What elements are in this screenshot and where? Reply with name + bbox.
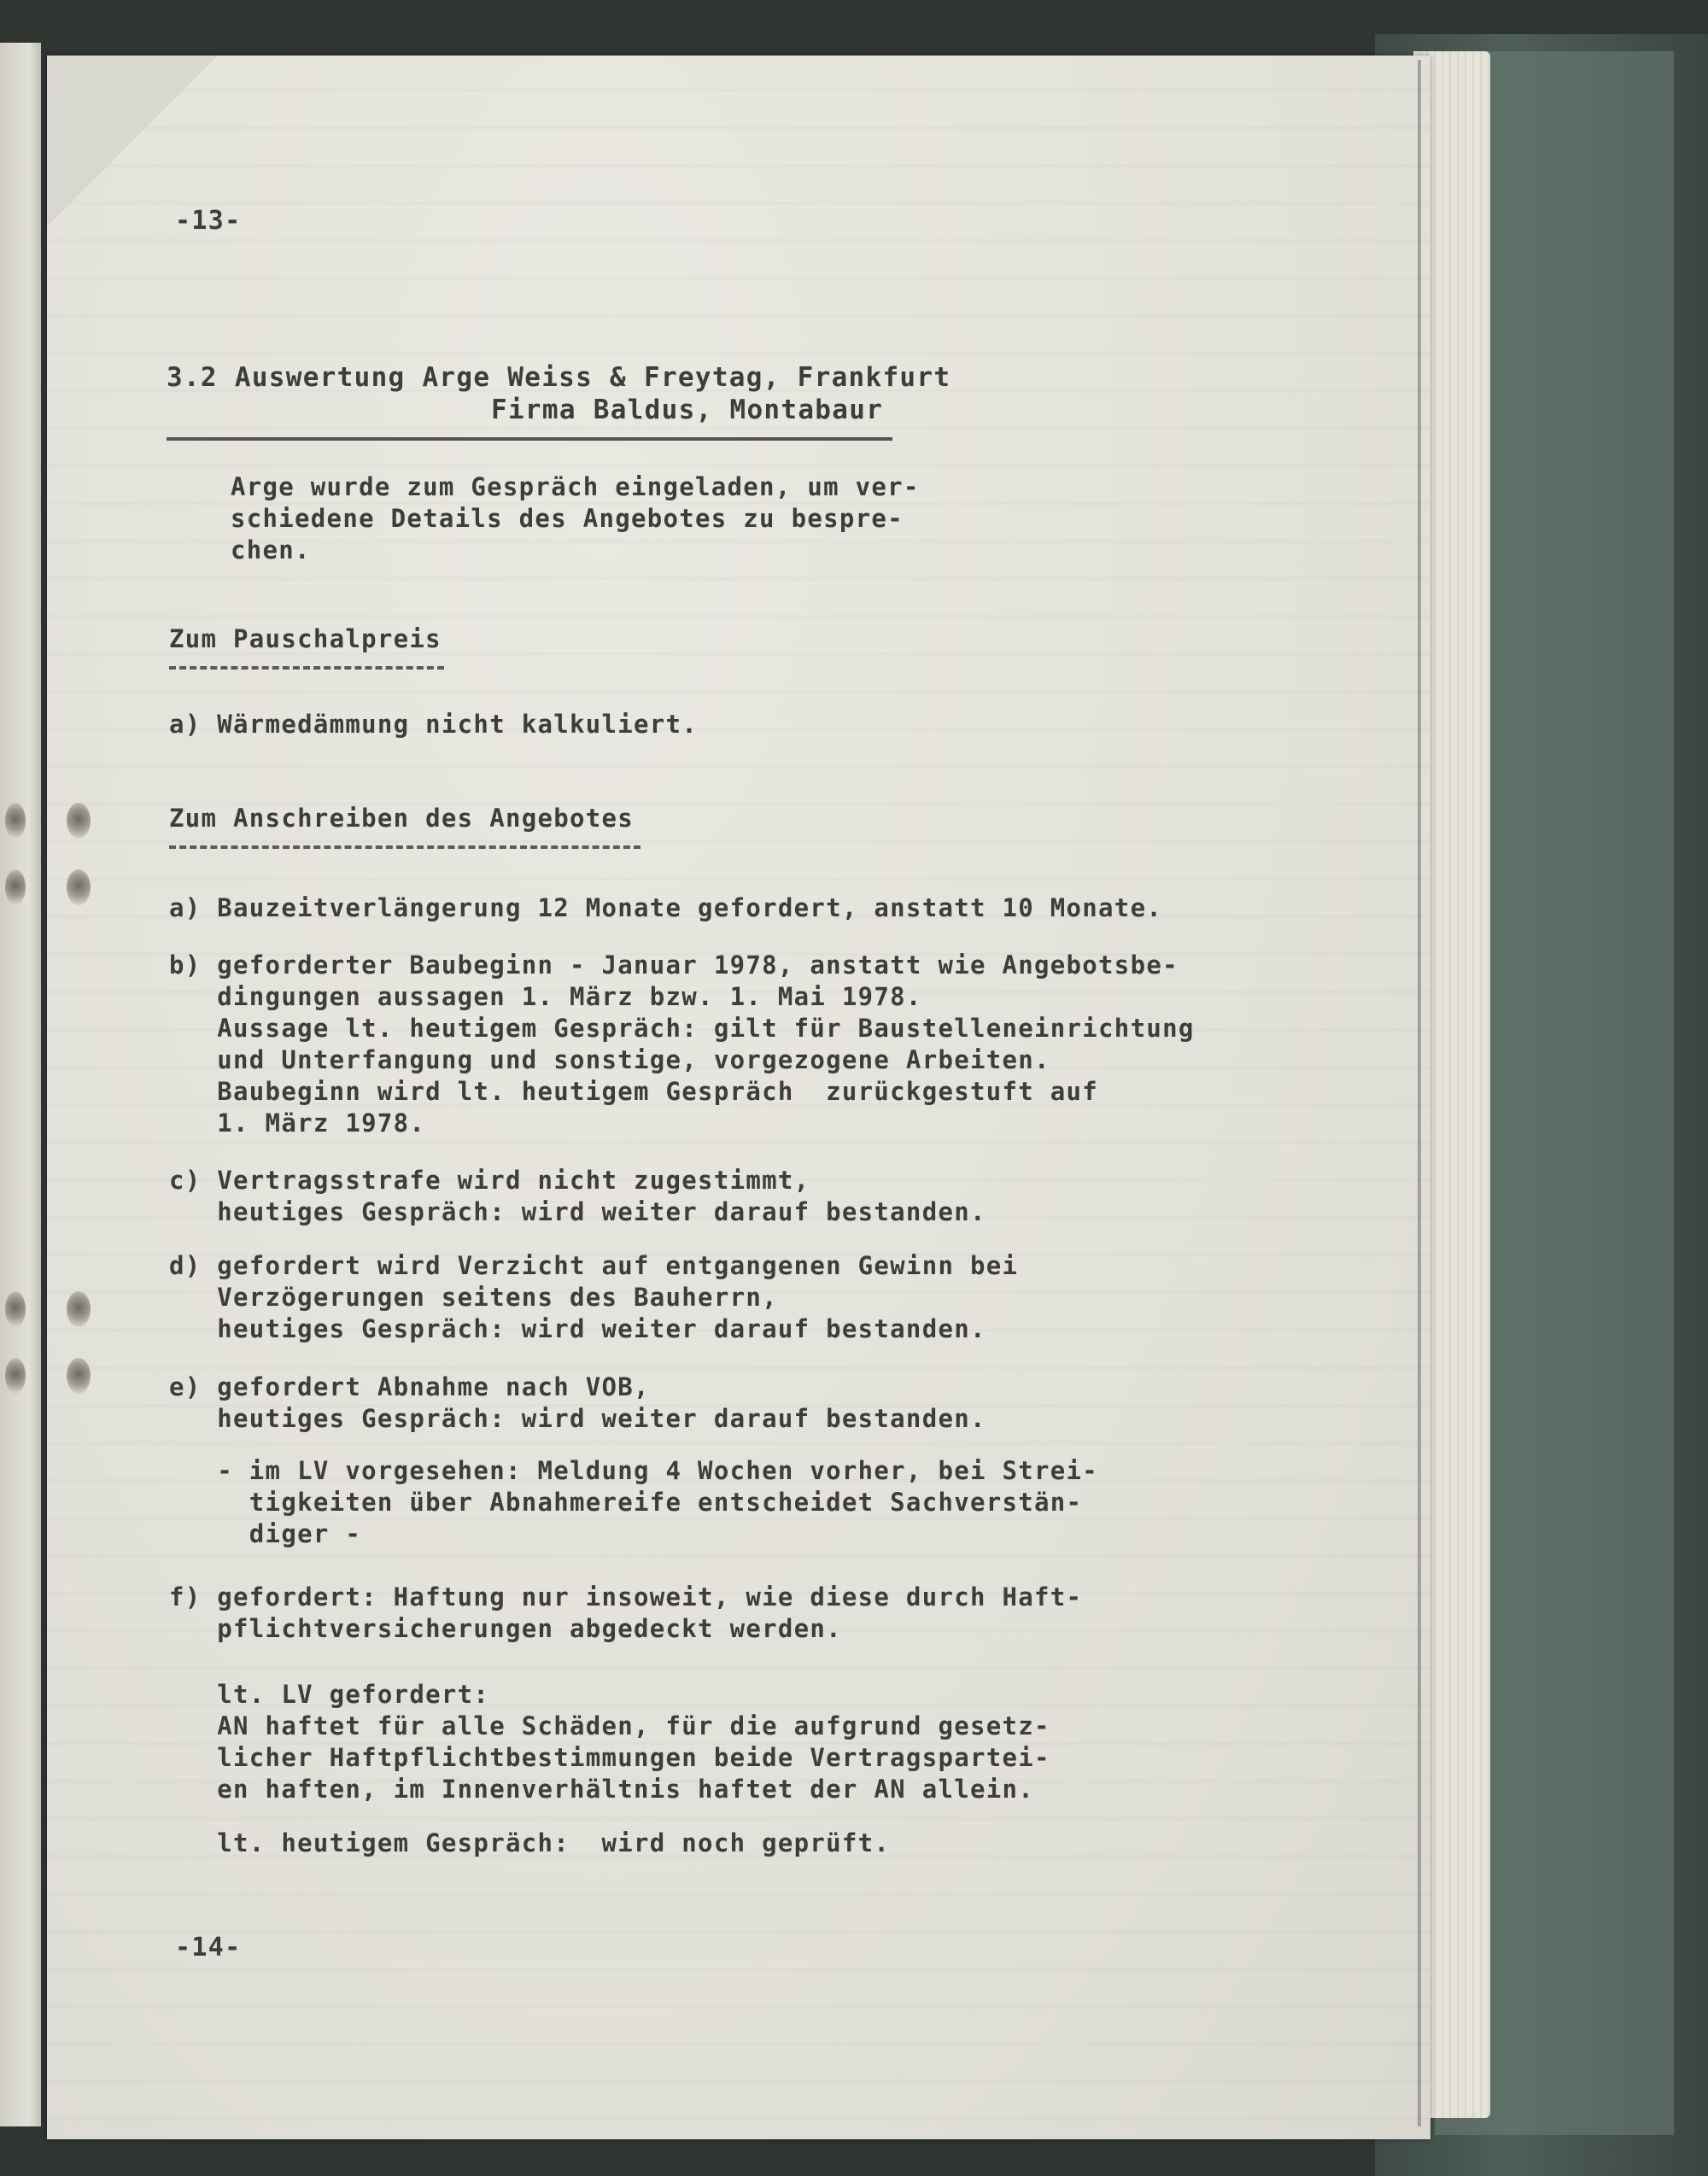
item-line: dingungen aussagen 1. März bzw. 1. Mai 1978. <box>169 982 922 1011</box>
punch-hole <box>5 803 26 839</box>
punch-hole <box>67 803 91 839</box>
item-line: lt. LV gefordert: <box>169 1680 490 1709</box>
final-note: lt. heutigem Gespräch: wird noch geprüft. <box>169 1828 891 1857</box>
subsection-title-anschreiben: Zum Anschreiben des Angebotes <box>169 804 635 833</box>
intro-paragraph <box>231 471 920 566</box>
item-line: b) geforderter Baubeginn - Januar 1978, anstatt wie Angebotsbe- <box>169 951 1179 980</box>
item-line: d) gefordert wird Verzicht auf entgangenen Gewinn bei <box>169 1251 1019 1280</box>
item-line: heutiges Gespräch: wird weiter darauf bestanden. <box>169 1314 986 1343</box>
item-line: e) gefordert Abnahme nach VOB, <box>169 1372 650 1401</box>
punch-hole <box>67 869 91 905</box>
intro-line: schiedene Details des Angebotes zu bespre- <box>231 504 904 533</box>
intro-line: Arge wurde zum Gespräch eingeladen, um ver- <box>231 472 920 501</box>
punch-hole <box>5 1291 26 1327</box>
page-number-top: -13- <box>175 206 242 236</box>
subsection-title-pauschalpreis: Zum Pauschalpreis <box>169 624 442 653</box>
punch-hole <box>5 1358 26 1394</box>
item-line: pflichtversicherungen abgedeckt werden. <box>169 1614 842 1643</box>
heading-underline <box>167 437 892 441</box>
anschreiben-item-d <box>169 1250 1018 1345</box>
lv-requirement <box>169 1679 1050 1805</box>
item-line: 1. März 1978. <box>169 1108 426 1138</box>
anschreiben-item-e <box>169 1372 986 1435</box>
item-line: Verzögerungen seitens des Bauherrn, <box>169 1283 778 1312</box>
page-shadow-edge <box>1418 60 1421 2126</box>
punch-hole <box>67 1358 91 1394</box>
punch-hole <box>5 869 26 905</box>
anschreiben-item-c <box>169 1165 986 1228</box>
anschreiben-item-a: a) Bauzeitverlängerung 12 Monate gefordert, anstatt 10 Monate. <box>169 893 1163 922</box>
intro-line: chen. <box>231 535 311 564</box>
item-line: en haften, im Innenverhältnis haftet der AN allein. <box>169 1775 1035 1804</box>
item-line: heutiges Gespräch: wird weiter darauf bestanden. <box>169 1197 986 1226</box>
item-line: diger - <box>169 1519 362 1548</box>
subsection-underline <box>169 845 640 849</box>
item-line: Aussage lt. heutigem Gespräch: gilt für Baustelleneinrichtung <box>169 1014 1195 1043</box>
anschreiben-item-f <box>169 1582 1082 1645</box>
folded-corner <box>47 56 218 226</box>
item-line: - im LV vorgesehen: Meldung 4 Wochen vorher, bei Strei- <box>169 1456 1099 1485</box>
pauschalpreis-item-a: a) Wärmedämmung nicht kalkuliert. <box>169 710 699 739</box>
item-line: licher Haftpflichtbestimmungen beide Vertragspartei- <box>169 1743 1050 1772</box>
punch-hole <box>67 1291 91 1327</box>
subsection-underline <box>169 666 444 670</box>
item-line: c) Vertragsstrafe wird nicht zugestimmt, <box>169 1166 810 1195</box>
item-line: AN haftet für alle Schäden, für die aufgrund gesetz- <box>169 1711 1050 1740</box>
item-line: f) gefordert: Haftung nur insoweit, wie diese durch Haft- <box>169 1582 1083 1612</box>
item-line: heutiges Gespräch: wird weiter darauf bestanden. <box>169 1404 986 1433</box>
item-line: tigkeiten über Abnahmereife entscheidet Sachverstän- <box>169 1488 1083 1517</box>
facing-page-edge <box>0 43 41 2126</box>
section-heading-line1: 3.2 Auswertung Arge Weiss & Freytag, Frankfurt <box>167 362 951 393</box>
lv-note <box>169 1455 1098 1550</box>
item-line: und Unterfangung und sonstige, vorgezogene Arbeiten. <box>169 1045 1050 1074</box>
page-number-bottom: -14- <box>175 1933 242 1962</box>
item-line: Baubeginn wird lt. heutigem Gespräch zurückgestuft auf <box>169 1077 1099 1106</box>
anschreiben-item-b <box>169 950 1195 1139</box>
section-heading-line2: Firma Baldus, Montabaur <box>491 395 884 425</box>
